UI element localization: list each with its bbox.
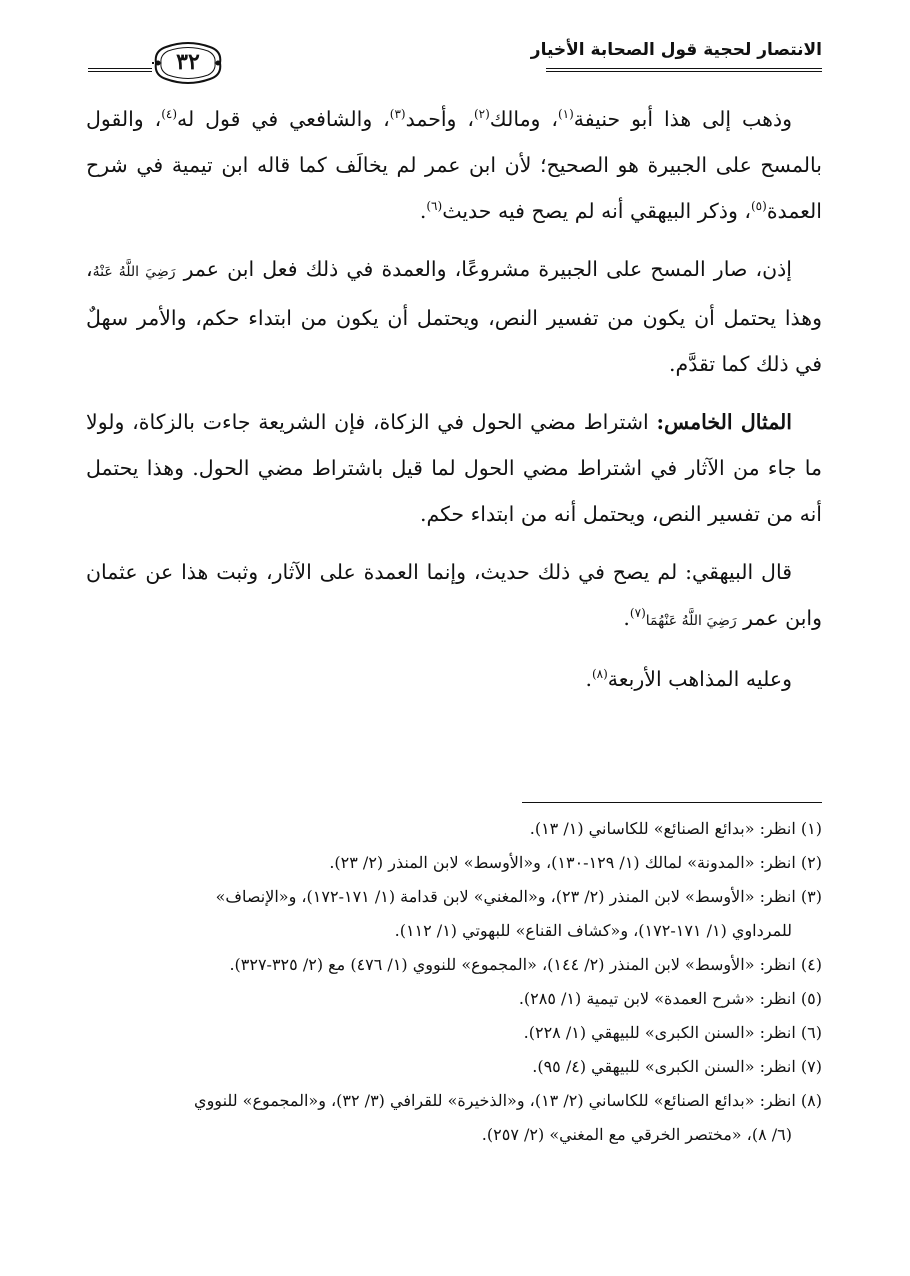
text-run: وعليه المذاهب الأربعة (607, 667, 792, 691)
paragraph-2 (86, 246, 822, 387)
footnote-4: (٤) انظر: «الأوسط» لابن المنذر (٢/ ١٤٤)، «المجموع» للنووي (١/ ٤٧٦) مع (٢/ ٣٢٥-٣٢٧). (229, 955, 822, 974)
footnote-5: (٥) انظر: «شرح العمدة» لابن تيمية (١/ ٢٨٥). (518, 989, 822, 1008)
footnote-1: (١) انظر: «بدائع الصنائع» للكاساني (١/ ١٣). (529, 819, 822, 838)
honorific-glyph: رَضِيَ اللَّهُ عَنْهُمَا (645, 613, 737, 629)
footnote-6: (٦) انظر: «السنن الكبرى» للبيهقي (١/ ٢٢٨). (523, 1023, 822, 1042)
text-run: إذن، صار المسح على الجبيرة مشروعًا، والعمدة في ذلك فعل ابن عمر (175, 257, 792, 281)
paragraph-1 (86, 96, 822, 234)
footnote-ref-2[interactable]: (٢) (473, 107, 490, 122)
footnotes (86, 812, 822, 1152)
text-run: . (585, 667, 592, 691)
text-run: قال البيهقي: لم يصح في ذلك حديث، وإنما العمدة على الآثار، وثبت هذا عن عثمان وابن عمر (86, 560, 822, 630)
footnote-ref-1[interactable]: (١) (557, 107, 574, 122)
text-run: ، وذكر البيهقي أنه لم يصح فيه حديث (442, 199, 751, 223)
footnote-ref-8[interactable]: (٨) (591, 667, 608, 682)
footnote-separator (522, 802, 822, 803)
text-run: وذهب إلى هذا أبو حنيفة (573, 107, 792, 131)
footnote-ref-6[interactable]: (٦) (426, 199, 443, 214)
running-title: الانتصار لحجية قول الصحابة الأخيار (530, 40, 822, 60)
paragraph-4 (86, 549, 822, 644)
footnote-ref-5[interactable]: (٥) (750, 199, 767, 214)
text-run: ، وهذا يحتمل أن يكون من تفسير النص، ويحتمل أن يكون من ابتداء حكم، والأمر سهلٌ في ذلك كما تقدَّم. (86, 257, 822, 376)
footnote-8-continued: (٦/ ٨)، «مختصر الخرقي مع المغني» (٢/ ٢٥٧). (481, 1125, 792, 1144)
text-run: . (419, 199, 427, 223)
footnote-7: (٧) انظر: «السنن الكبرى» للبيهقي (٤/ ٩٥). (532, 1057, 822, 1076)
honorific-glyph: رَضِيَ اللَّهُ عَنْهُ (92, 264, 176, 280)
text-run: . (623, 606, 630, 630)
text-run: ، والقول بالمسح على الجبيرة هو الصحيح؛ لأن ابن عمر لم يخالَف كما قاله ابن تيمية في شرح العمدة (86, 107, 822, 223)
page-number: ٣٢ (176, 49, 200, 75)
text-run: ، ومالك (489, 107, 558, 131)
paragraph-5 (86, 656, 822, 702)
footnote-3-continued: للمرداوي (١/ ١٧١-١٧٢)، و«كشاف القناع» للبهوتي (١/ ١١٢). (394, 921, 792, 940)
header-rule-left (88, 68, 152, 72)
footnote-ref-7[interactable]: (٧) (629, 606, 646, 621)
footnote-ref-4[interactable]: (٤) (161, 107, 178, 122)
text-run: ، والشافعي في قول له (177, 107, 390, 131)
footnote-ref-3[interactable]: (٣) (389, 107, 406, 122)
text-run: ، وأحمد (405, 107, 474, 131)
text-run: اشتراط مضي الحول في الزكاة، فإن الشريعة جاءت بالزكاة، ولولا ما جاء من الآثار في اشتراط مضي الحول لما قيل باشتراط مضي الحول. وهذا يحتمل أنه من تفسير النص، ويحتمل أنه من ابتداء حكم. (86, 410, 822, 526)
page-number-badge (152, 41, 224, 85)
footnote-3: (٣) انظر: «الأوسط» لابن المنذر (٢/ ٢٣)، و«المغني» لابن قدامة (١/ ١٧١-١٧٢)، و«الإنصاف» (215, 887, 822, 906)
footnote-2: (٢) انظر: «المدونة» لمالك (١/ ١٢٩-١٣٠)، و«الأوسط» لابن المنذر (٢/ ٢٣). (329, 853, 822, 872)
header-rule-right (546, 68, 822, 72)
page-header (88, 28, 822, 92)
paragraph-3 (86, 399, 822, 537)
footnote-8: (٨) انظر: «بدائع الصنائع» للكاساني (٢/ ١٣)، و«الذخيرة» للقرافي (٣/ ٣٢)، و«المجموع» للنووي (194, 1091, 822, 1110)
body-text (86, 96, 822, 714)
example-heading: المثال الخامس: (656, 410, 792, 434)
